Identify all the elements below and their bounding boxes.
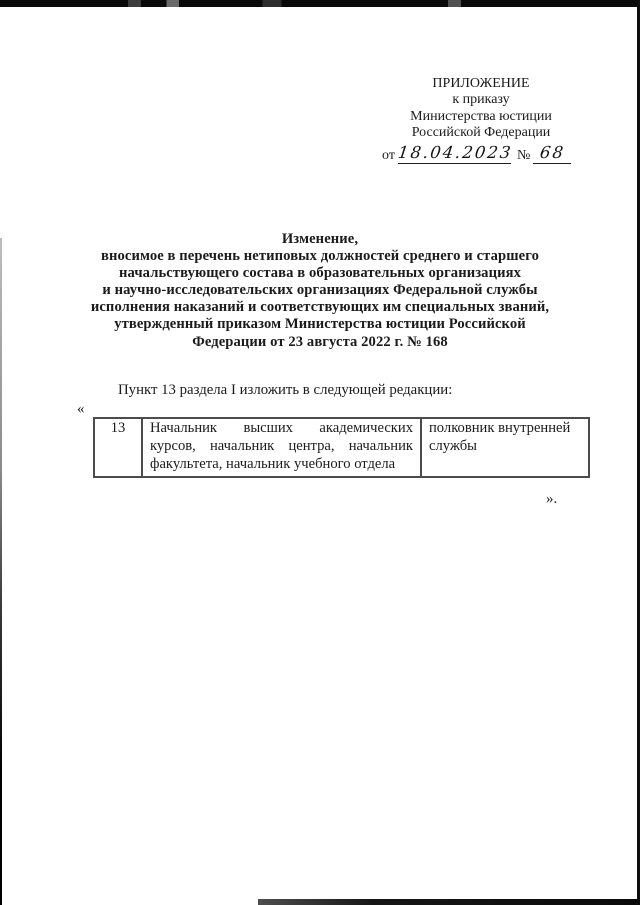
handwritten-date: 18.04.2023: [396, 142, 514, 162]
date-prefix-label: от: [382, 147, 395, 163]
document-title-line: и научно-исследовательских организациях Федеральной службы: [102, 282, 538, 299]
scan-border-bottom: [258, 899, 640, 905]
order-date-row: [382, 142, 579, 164]
handwritten-number-field: [533, 142, 571, 164]
scan-border-left: [0, 238, 2, 905]
scan-border-top: [0, 0, 640, 7]
document-title-line: начальствующего состава в образовательных организациях: [119, 265, 521, 282]
table-row: [94, 418, 589, 477]
document-title-line: утвержденный приказом Министерства юстиции Российской: [114, 316, 526, 333]
handwritten-date-field: [396, 142, 514, 164]
number-sign-label: №: [516, 147, 531, 163]
appendix-header-line: Министерства юстиции: [410, 108, 552, 124]
table-cell-rank: полковник внутренней службы: [421, 418, 589, 477]
table-cell-position: Начальник высших академических курсов, начальник центра, начальник факультета, начальник учебного отдела: [142, 418, 421, 477]
opening-quote-mark: «: [77, 401, 85, 417]
positions-table: [93, 417, 590, 478]
appendix-header-line: к приказу: [452, 92, 510, 108]
document-title-line: вносимое в перечень нетиповых должностей среднего и старшего: [101, 248, 539, 265]
closing-quote-mark: ».: [546, 491, 558, 507]
handwritten-number: 68: [538, 142, 566, 162]
table-cell-item-number: 13: [94, 418, 142, 477]
appendix-header-line: Российской Федерации: [411, 125, 551, 141]
document-title-line: Изменение,: [281, 231, 359, 247]
document-title: [30, 231, 610, 351]
appendix-header-line: ПРИЛОЖЕНИЕ: [432, 76, 530, 91]
appendix-header: [383, 76, 579, 164]
document-title-line: Федерации от 23 августа 2022 г. № 168: [192, 333, 448, 350]
document-title-line: исполнения наказаний и соответствующих им специальных званий,: [90, 299, 550, 316]
body-paragraph: Пункт 13 раздела I изложить в следующей редакции:: [118, 382, 453, 398]
